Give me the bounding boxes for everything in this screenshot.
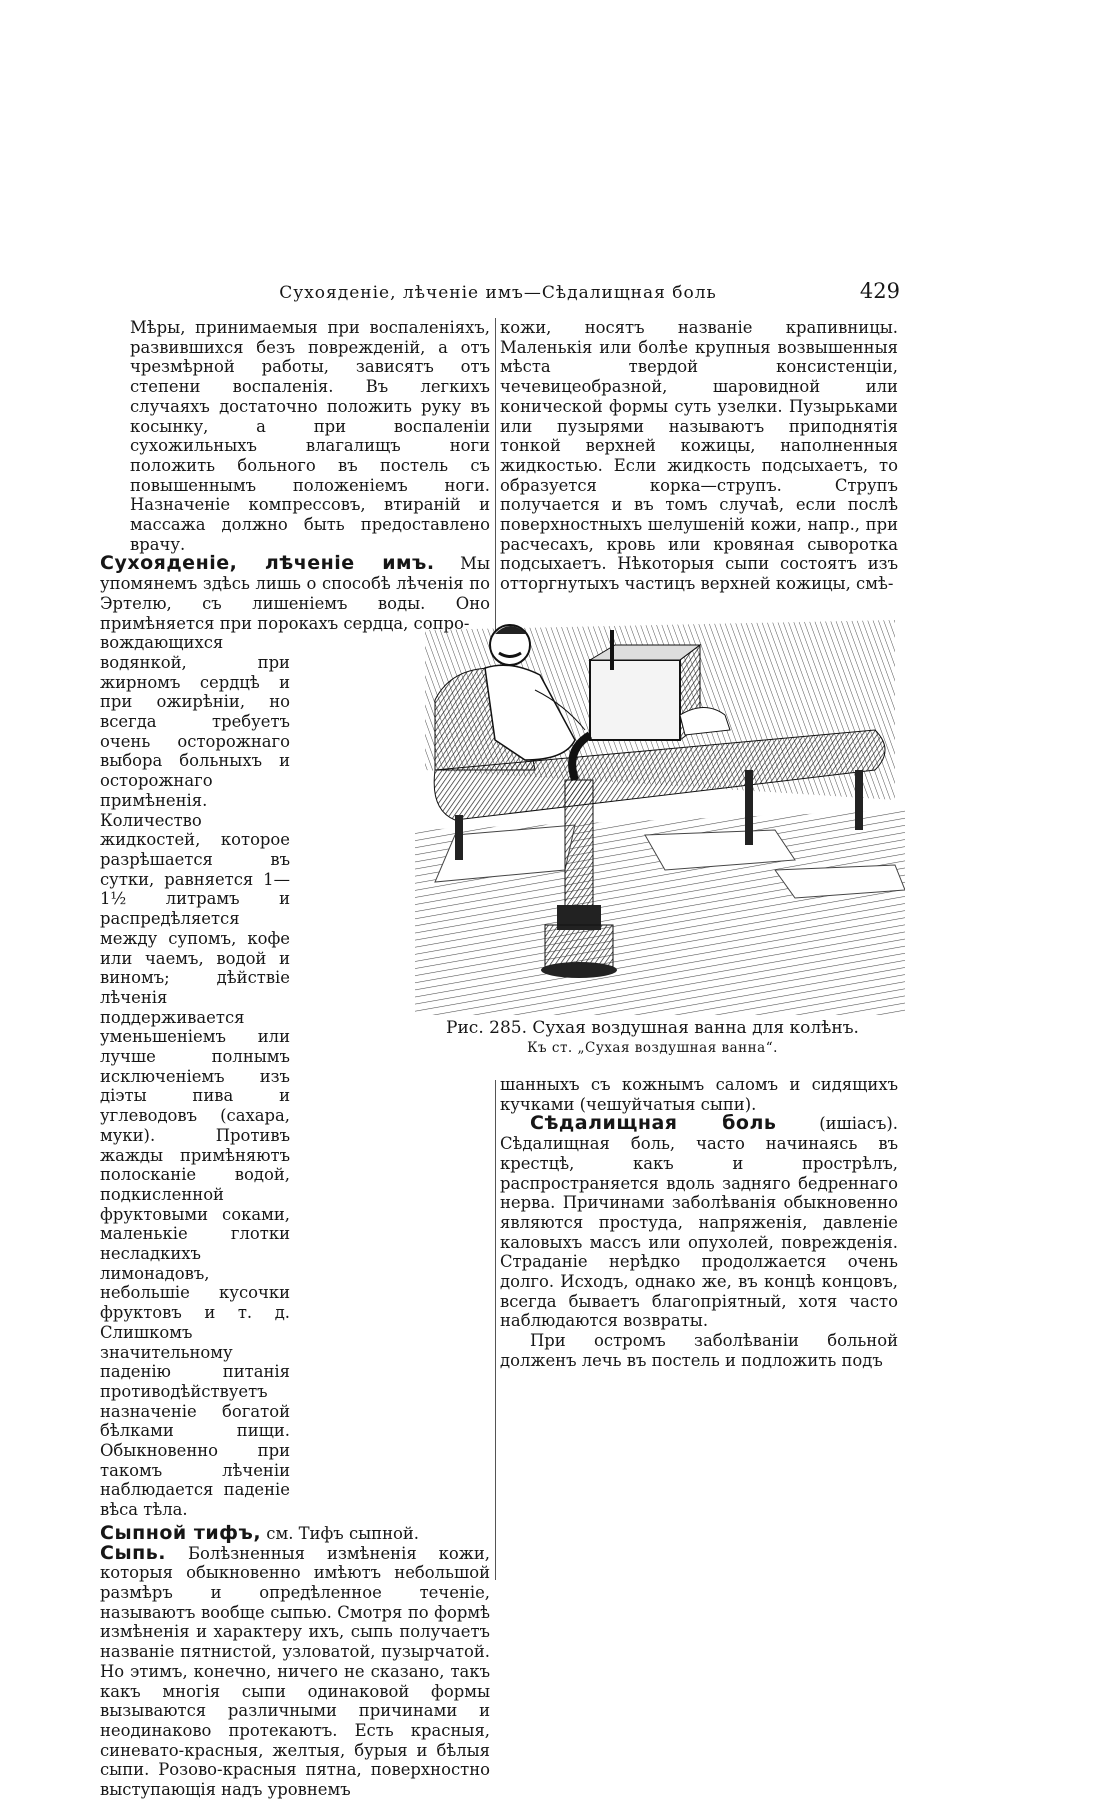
column-divider: [495, 318, 496, 646]
caption-reference: Къ ст. „Сухая воздушная ванна“.: [527, 1040, 778, 1056]
page-number: 429: [859, 279, 900, 303]
entry-sciatica: [500, 1114, 898, 1331]
entry-heading: Сыпь.: [100, 1541, 166, 1564]
left-column: [100, 318, 490, 1800]
entry-heading: Сѣдалищная боль: [530, 1112, 777, 1135]
paragraph-treatment: При остромъ заболѣваніи больной долженъ лечь въ постель и подложить подъ: [500, 1331, 898, 1370]
caption-title: Рис. 285. Сухая воздушная ванна для колѣнъ.: [446, 1018, 859, 1038]
paragraph-rash-end: шанныхъ съ кожнымъ саломъ и сидящихъ кучками (чешуйчатыя сыпи).: [500, 1075, 898, 1114]
entry-text: (ишіасъ). Сѣдалищная боль, часто начинаясь въ крестцѣ, какъ и прострѣлъ, распространяется вдоль задняго бедреннаго нерва. Причинами заболѣванія обыкновенно являются простуда, напряженія, давленіе каловыхъ массъ или опухолей, поврежденія. Страданіе нерѣдко продолжается очень долго. Исходъ, однако же, въ концѣ концовъ, всегда бываетъ благопріятный, хотя часто наблюдаются возвраты.: [500, 1114, 898, 1331]
entry-dry-diet-continued: вождающихся водянкой, при жирномъ сердцѣ и при ожирѣніи, но всегда требуетъ очень осторожнаго выбора больныхъ и осторожнаго примѣненія. Количество жидкостей, которое разрѣшается въ сутки, равняется 1—1½ литрамъ и распредѣляется между супомъ, кофе или чаемъ, водой и виномъ; дѣйствіе лѣченія поддерживается уменьшеніемъ или лучше полнымъ исключеніемъ изъ діэты пива и углеводовъ (сахара, муки). Противъ жажды примѣняютъ полосканіе водой, подкисленной фруктовыми соками, маленькіе глотки несладкихъ лимонадовъ, небольшіе кусочки фруктовъ и т. д. Слишкомъ значительному паденію питанія противодѣйствуетъ назначеніе богатой бѣлками пищи. Обыкновенно при такомъ лѣченіи наблюдается паденіе вѣса тѣла.: [100, 633, 290, 1520]
figure-illustration: [415, 620, 905, 1015]
running-title: Сухояденіе, лѣченіе имъ—Сѣдалищная боль: [279, 283, 717, 303]
entry-text: Мы упомянемъ здѣсь лишь о способѣ лѣченія по Эртелю, съ лишеніемъ воды. Оно примѣняется при порокахъ сердца, сопро-: [100, 554, 490, 633]
entry-text: см. Тифъ сыпной.: [266, 1523, 420, 1543]
entry-rash: [100, 1541, 490, 1800]
figure-caption: [400, 1018, 905, 1058]
right-column-bottom: [500, 1075, 898, 1371]
entry-text: Болѣзненныя измѣненія кожи, которыя обыкновенно имѣютъ небольшой размѣръ и опредѣленное теченіе, называютъ вообще сыпью. Смотря по формѣ измѣненія и характеру ихъ, сыпь получаетъ названіе пятнистой, узловатой, пузырчатой. Но этимъ, конечно, ничего не сказано, такъ какъ многія сыпи одинаковой формы вызываются различными причинами и неодинаково протекаютъ. Есть красныя, синевато-красныя, желтыя, бурыя и бѣлыя сыпи. Розово-красныя пятна, поверхностно выступающія надъ уровнемъ: [100, 1543, 490, 1800]
column-divider-lower: [495, 1080, 496, 1580]
right-column-top: [500, 318, 898, 594]
entry-heading: Сыпной тифъ,: [100, 1521, 262, 1544]
paragraph-measures: Мѣры, принимаемыя при воспаленіяхъ, развившихся безъ поврежденій, а отъ чрезмѣрной работы, зависятъ отъ степени воспаленія. Въ легкихъ случаяхъ достаточно положить руку въ косынку, а при воспаленіи сухожильныхъ влагалищъ ноги положить больного въ постель съ повышеннымъ положеніемъ ноги. Назначеніе компрессовъ, втираній и массажа должно быть предоставлено врачу.: [130, 318, 490, 554]
paragraph-rash-continued: кожи, носятъ названіе крапивницы. Маленькія или болѣе крупныя возвышенныя мѣста твердой консистенціи, чечевицеобразной, шаровидной или конической формы суть узелки. Пузырьками или пузырями называютъ приподнятія тонкой верхней кожицы, наполненныя жидкостью. Если жидкость подсыхаетъ, то образуется корка—струпъ. Струпъ получается и въ томъ случаѣ, если послѣ поверхностныхъ шелушеній кожи, напр., при расчесахъ, кровь или кровяная сыворотка подсыхаетъ. Нѣкоторыя сыпи состоятъ изъ отторгнутыхъ частицъ верхней кожицы, смѣ-: [500, 318, 898, 594]
entry-heading: Сухояденіе, лѣченіе имъ.: [100, 552, 435, 575]
running-header: [100, 279, 900, 313]
